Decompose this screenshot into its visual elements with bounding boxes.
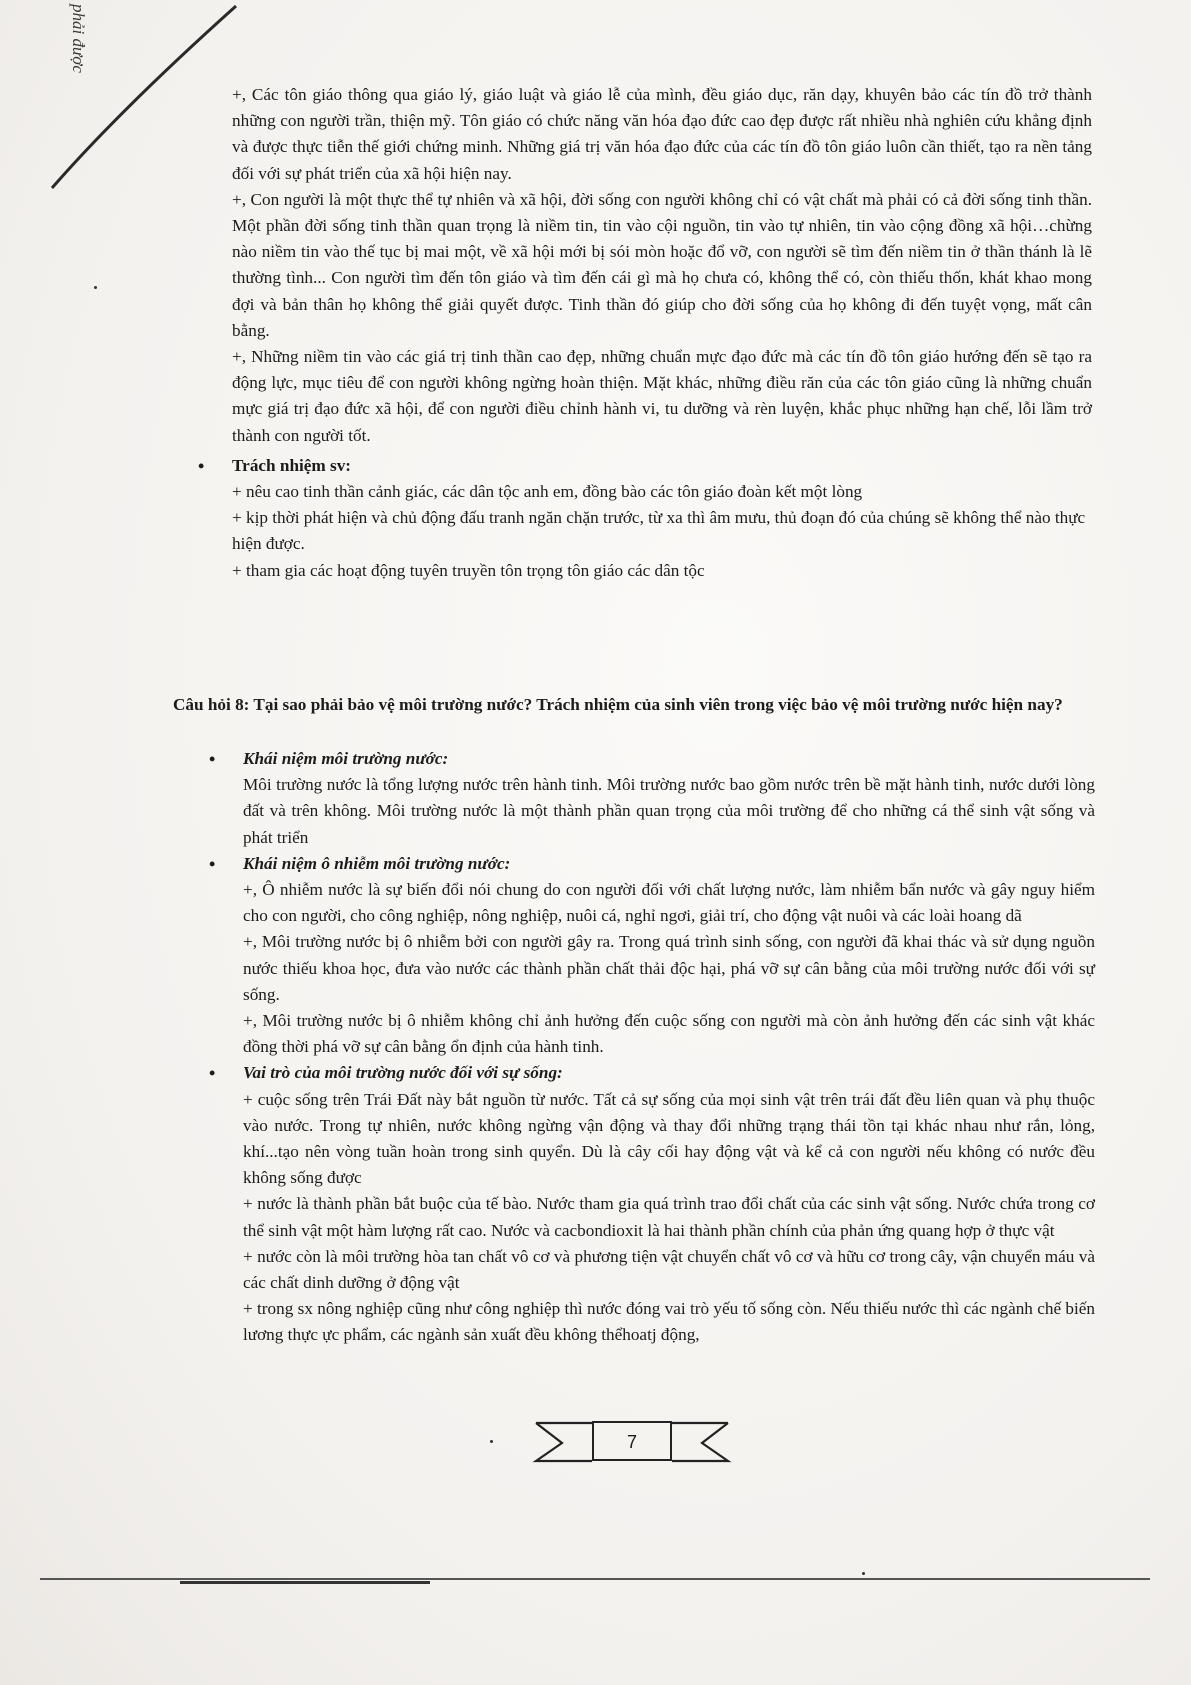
paragraph: +, Môi trường nước bị ô nhiễm không chỉ ảnh hưởng đến cuộc sống con người mà còn ảnh hưởng đến các sinh vật khác đồng thời phá vỡ sự cân bằng ổn định của hành tinh. [243, 1011, 1095, 1057]
paragraph: +, Ô nhiễm nước là sự biến đổi nói chung do con người đối với chất lượng nước, làm nhiễm bẩn nước và gây nguy hiểm cho con người, cho công nghiệp, nông nghiệp, nuôi cá, nghỉ ngơi, giải trí, cho động vật nuôi và các loài hoang dã [243, 880, 1095, 926]
paragraph: Môi trường nước là tổng lượng nước trên hành tinh. Môi trường nước bao gồm nước trên bề mặt hành tinh, nước dưới lòng đất và trên không. Môi trường nước là một thành phần quan trọng của môi trường để cho những cá thể sinh vật sống và phát triển [243, 775, 1095, 847]
pollution-heading: • Khái niệm ô nhiễm môi trường nước: [243, 851, 1095, 877]
paragraph: +, Các tôn giáo thông qua giáo lý, giáo luật và giáo lễ của mình, đều giáo dục, răn dạy, khuyên bảo các tín đồ trở thành những con người trần, thiện mỹ. Tôn giáo có chức năng văn hóa đạo đức cao đẹp được rất nhiều nhà nghiên cứu khẳng định và được thực tiễn thế giới chứng minh. Những giá trị văn hóa đạo đức của các tín đồ tôn giáo luôn cần thiết, tạo ra nền tảng đối với sự phát triển của xã hội hiện nay. [232, 85, 1092, 183]
responsibility-heading: Trách nhiệm sv: [232, 455, 352, 475]
paragraph: +, Môi trường nước bị ô nhiễm bởi con người gây ra. Trong quá trình sinh sống, con người đã khai thác và sử dụng nguồn nước thiếu khoa học, đưa vào nước các thành phần chất thải độc hại, phá vỡ sự cân bằng của môi trường nước đối với sự sống. [243, 932, 1095, 1004]
responsibility-item: + tham gia các hoạt động tuyên truyền tôn trọng tôn giáo các dân tộc [232, 560, 705, 580]
paragraph: + nước là thành phần bắt buộc của tế bào. Nước tham gia quá trình trao đổi chất của các sinh vật sống. Nước chứa trong cơ thể sinh vật một hàm lượng rất cao. Nước và cacbondioxit là hai thành phần chính của phản ứng quang hợp ở thực vật [243, 1194, 1095, 1240]
scan-edge-mark [180, 1581, 430, 1584]
bullet-icon: • [209, 1063, 216, 1084]
scan-edge-line [40, 1578, 1150, 1580]
concept-heading: • Khái niệm môi trường nước: [243, 746, 1095, 772]
page-number: 7 [592, 1421, 672, 1461]
page-fold-line [0, 0, 240, 200]
role-heading: • Vai trò của môi trường nước đối với sự sống: [243, 1060, 1095, 1086]
paragraph: + nước còn là môi trường hòa tan chất vô cơ và phương tiện vật chuyển chất vô cơ và hữu cơ trong cây, vận chuyển máu và các chất dinh dưỡng ở động vật [243, 1246, 1095, 1293]
paragraph: + cuộc sống trên Trái Đất này bắt nguồn từ nước. Tất cả sự sống của mọi sinh vật trên trái đất đều liên quan và phụ thuộc vào nước. Trong tự nhiên, nước không ngừng vận động và thay đổi những trạng thái tồn tại khác nhau như rắn, lỏng, khí...tạo nên vòng tuần hoàn trong sinh quyển. Dù là cây cối hay động vật và kể cả con người nếu không có nước đều không sống được [243, 1089, 1095, 1188]
section-religion-values [198, 82, 1092, 584]
paragraph: +, Con người là một thực thể tự nhiên và xã hội, đời sống con người không chỉ có vật chất mà phải có cả đời sống tinh thần. Một phần đời sống tinh thần quan trọng là niềm tin, tin vào cội nguồn, tin vào tự nhiên, tin vào cộng đồng xã hội…chừng nào niềm tin vào thế tục bị mai một, về xã hội mới bị sói mòn hoặc đổ vỡ, con người sẽ tìm đến niềm tin ở thần thánh là lẽ thường tình... Con người tìm đến tôn giáo và tìm đến cái gì mà họ chưa có, không thể có, còn thiếu thốn, khát khao mong đợi và bản thân họ không thể giải quyết được. Tinh thần đó giúp cho đời sống của họ không đi đến tuyệt vọng, mất cân bằng. [232, 189, 1092, 340]
responsibility-item: + nêu cao tinh thần cảnh giác, các dân tộc anh em, đồng bào các tôn giáo đoàn kết một lòng [232, 482, 863, 502]
page-number-badge [532, 1415, 732, 1467]
bullet-heading [198, 453, 1092, 479]
bullet-icon: • [209, 749, 216, 769]
paragraph: +, Những niềm tin vào các giá trị tinh thần cao đẹp, những chuẩn mực đạo đức mà các tín đồ tôn giáo hướng đến sẽ tạo ra động lực, mục tiêu để con người không ngừng hoàn thiện. Mặt khác, những điều răn của các tôn giáo cũng là những chuẩn mực giá trị đạo đức xã hội, để con người điều chỉnh hành vi, tu dưỡng và rèn luyện, khắc phục những hạn chế, lỗi lầm trở thành con người tốt. [232, 347, 1092, 445]
bullet-icon: • [198, 455, 205, 476]
scan-speck [94, 286, 97, 289]
scan-speck [862, 1572, 865, 1575]
margin-handwriting: phải được [69, 4, 88, 73]
question-title: Câu hỏi 8: Tại sao phải bảo vệ môi trường nước? Trách nhiệm của sinh viên trong việc bảo vệ môi trường nước hiện nay? [173, 695, 1063, 714]
responsibility-section [198, 453, 1092, 584]
bullet-icon: • [209, 853, 216, 874]
paragraph: + trong sx nông nghiệp cũng như công nghiệp thì nước đóng vai trò yếu tố sống còn. Nếu thiếu nước thì các ngành chế biến lương thực ực phẩm, các ngành sản xuất đều không thểhoatj động, [243, 1299, 1095, 1345]
section-water-environment [209, 746, 1095, 1349]
responsibility-item: + kịp thời phát hiện và chủ động đấu tranh ngăn chặn trước, từ xa thì âm mưu, thủ đoạn đó của chúng sẽ không thể nào thực hiện được. [232, 508, 1086, 554]
scan-speck [490, 1440, 493, 1443]
